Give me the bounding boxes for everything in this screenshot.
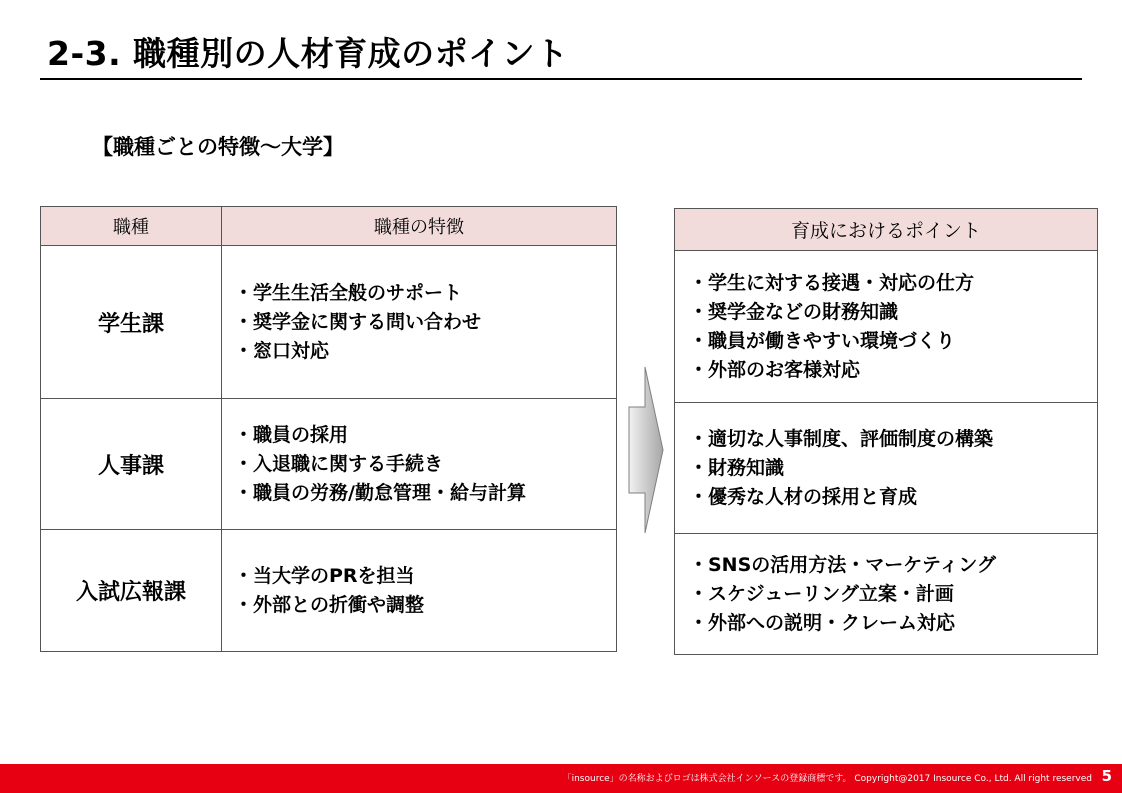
feature-item: ・窓口対応	[234, 339, 330, 362]
point-item: ・外部のお客様対応	[689, 358, 861, 381]
feature-item: ・外部との折衝や調整	[234, 593, 425, 616]
points-cell	[675, 403, 1098, 534]
feature-item: ・職員の労務/勤怠管理・給与計算	[234, 481, 526, 504]
feature-item: ・奨学金に関する問い合わせ	[234, 310, 482, 333]
job-features-cell	[222, 530, 617, 652]
table-row	[675, 251, 1098, 403]
job-category: 入試広報課	[41, 530, 222, 652]
job-category: 学生課	[41, 246, 222, 399]
feature-item: ・学生生活全般のサポート	[234, 281, 463, 304]
table-row	[41, 246, 617, 399]
point-item: ・スケジューリング立案・計画	[689, 582, 954, 605]
copyright-notice: 「insource」の名称およびロゴは株式会社インソースの登録商標です。 Copyright@2017 Insource Co., Ltd. All right reserved	[562, 774, 1092, 784]
page-title: 2-3. 職種別の人材育成のポイント	[47, 34, 569, 73]
header-job-type: 職種	[41, 207, 222, 246]
job-features-cell	[222, 246, 617, 399]
job-features-table	[40, 206, 617, 652]
header-job-features: 職種の特徴	[222, 207, 617, 246]
title-divider	[40, 78, 1082, 80]
table-header-row	[675, 209, 1098, 251]
point-item: ・優秀な人材の採用と育成	[689, 485, 918, 508]
point-item: ・外部への説明・クレーム対応	[689, 611, 956, 634]
job-features-cell	[222, 399, 617, 530]
table-header-row	[41, 207, 617, 246]
section-subtitle: 【職種ごとの特徴～大学】	[92, 135, 344, 159]
feature-item: ・入退職に関する手続き	[234, 452, 444, 475]
point-item: ・職員が働きやすい環境づくり	[689, 329, 956, 352]
development-points-table	[674, 208, 1098, 655]
job-category: 人事課	[41, 399, 222, 530]
table-row	[41, 399, 617, 530]
table-row	[41, 530, 617, 652]
point-item: ・奨学金などの財務知識	[689, 300, 899, 323]
point-item: ・財務知識	[689, 456, 785, 479]
feature-item: ・職員の採用	[234, 423, 349, 446]
point-item: ・学生に対する接遇・対応の仕方	[689, 271, 975, 294]
right-arrow-icon	[627, 365, 665, 535]
table-row	[675, 403, 1098, 534]
points-cell	[675, 534, 1098, 655]
point-item: ・適切な人事制度、評価制度の構築	[689, 427, 994, 450]
points-cell	[675, 251, 1098, 403]
point-item: ・SNSの活用方法・マーケティング	[689, 553, 996, 576]
table-row	[675, 534, 1098, 655]
header-development-points: 育成におけるポイント	[675, 209, 1098, 251]
feature-item: ・当大学のPRを担当	[234, 564, 415, 587]
page-number: 5	[1101, 767, 1112, 785]
footer-bar	[0, 764, 1122, 793]
